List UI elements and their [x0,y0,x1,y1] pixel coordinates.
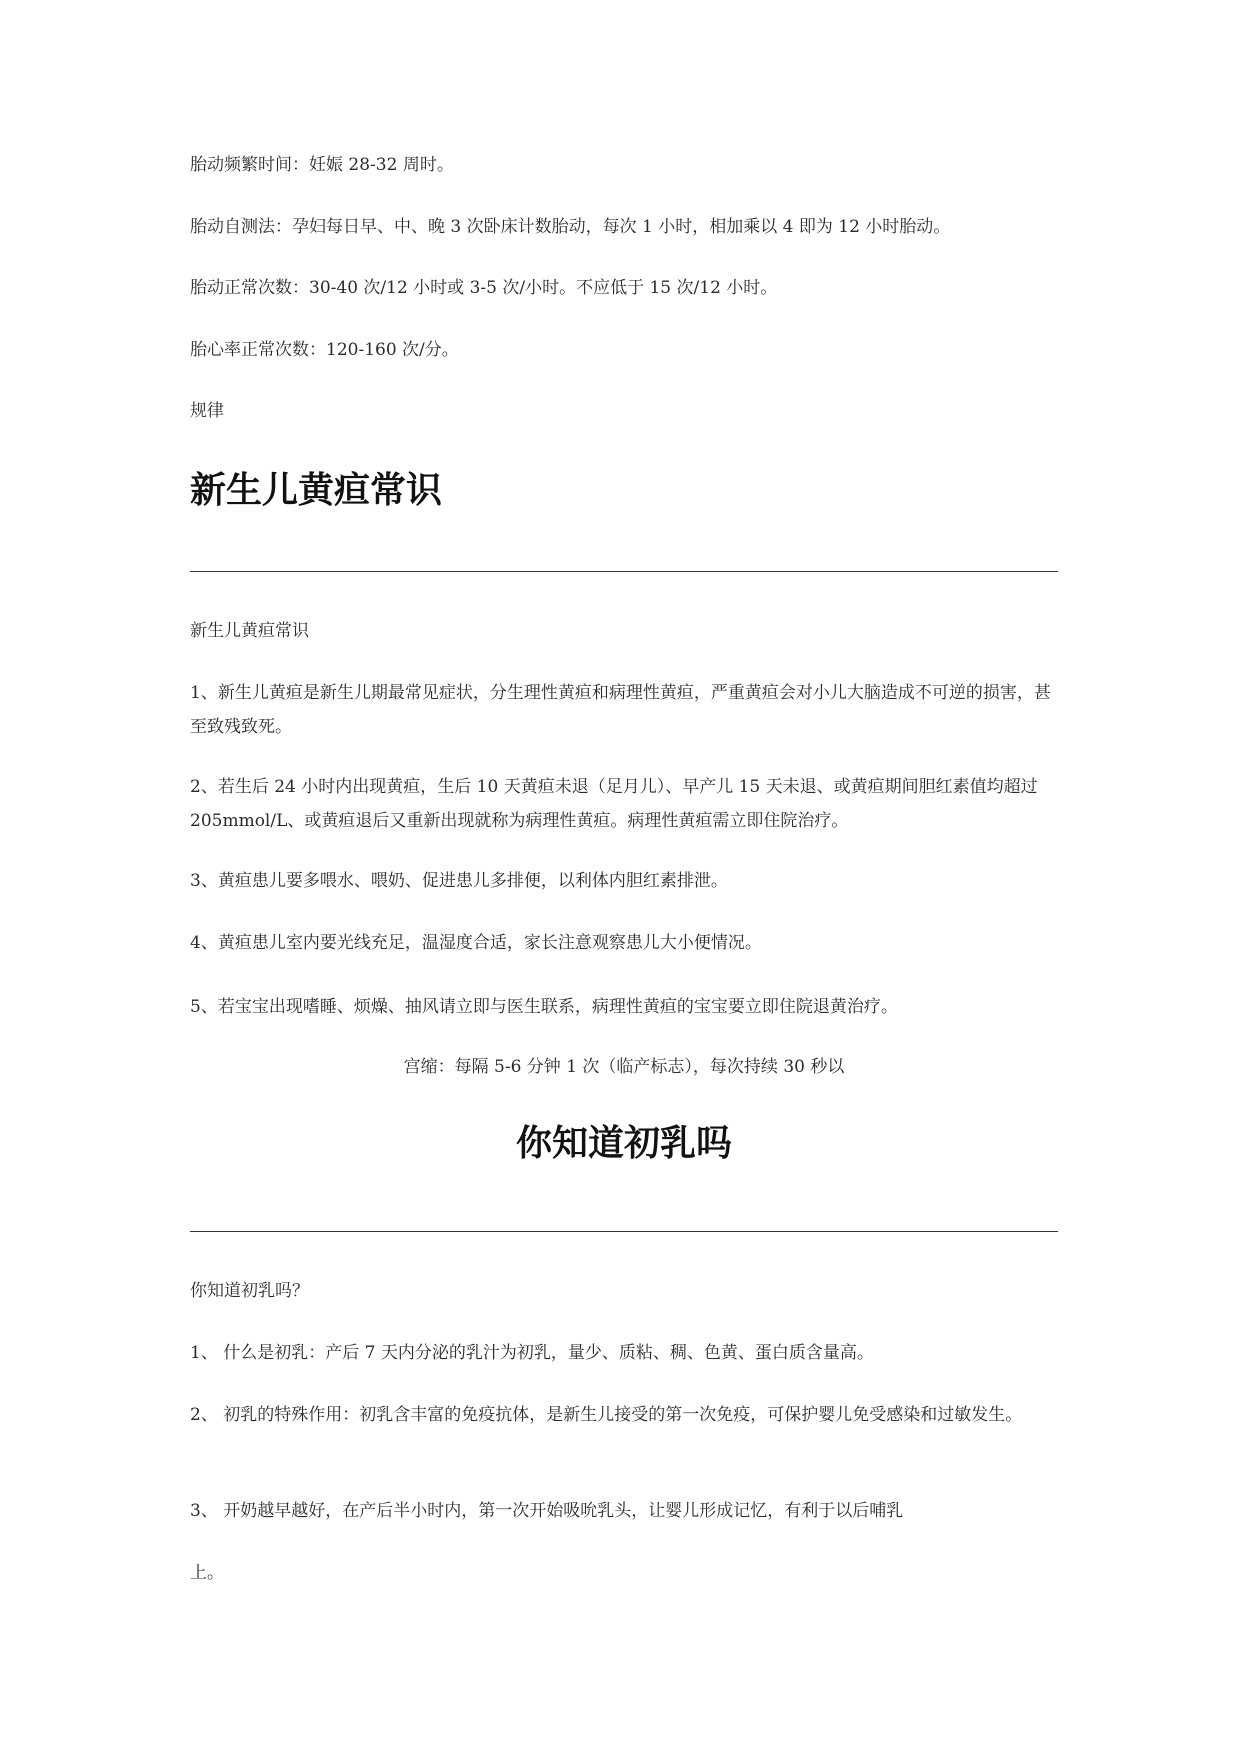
document-page [190,0,1058,1754]
jaundice-item-3: 3、黄疸患儿要多喂水、喂奶、促进患儿多排便，以利体内胆红素排泄。 [190,871,728,891]
colostrum-subtitle: 你知道初乳吗？ [190,1281,309,1301]
jaundice-item-4: 4、黄疸患儿室内要光线充足，温湿度合适，家长注意观察患儿大小便情况。 [190,933,762,953]
jaundice-heading: 新生儿黄疸常识 [190,470,443,511]
fetal-movement-frequent-time: 胎动频繁时间：妊娠 28-32 周时。 [190,155,454,175]
colostrum-item-3: 3、 开奶越早越好，在产后半小时内，第一次开始吸吮乳头，让婴儿形成记忆，有利于以后哺乳 [190,1501,904,1521]
jaundice-divider [190,571,1058,572]
colostrum-item-2: 2、 初乳的特殊作用：初乳含丰富的免疫抗体，是新生儿接受的第一次免疫，可保护婴儿免受感染和过敏发生。 [190,1405,1023,1425]
colostrum-heading: 你知道初乳吗 [515,1123,732,1164]
rule-note: 规律 [190,401,224,421]
colostrum-trailing: 上。 [190,1563,224,1583]
colostrum-item-1: 1、 什么是初乳：产后 7 天内分泌的乳汁为初乳，量少、质粘、稠、色黄、蛋白质含量高。 [190,1343,874,1363]
jaundice-item-1: 1、新生儿黄疸是新生儿期最常见症状，分生理性黄疸和病理性黄疸，严重黄疸会对小儿大脑造成不可逆的损害，甚至致残致死。 [190,683,1051,737]
jaundice-subtitle: 新生儿黄疸常识 [190,621,309,641]
contraction-note: 宫缩：每隔 5-6 分钟 1 次（临产标志），每次持续 30 秒以 [403,1057,845,1077]
fetal-movement-self-test: 胎动自测法：孕妇每日早、中、晚 3 次卧床计数胎动，每次 1 小时，相加乘以 4 即为 12 小时胎动。 [190,217,951,237]
fetal-movement-normal-count: 胎动正常次数：30-40 次/12 小时或 3-5 次/小时。不应低于 15 次/12 小时。 [190,278,778,298]
jaundice-item-2: 2、若生后 24 小时内出现黄疸，生后 10 天黄疸未退（足月儿）、早产儿 15 天未退、或黄疸期间胆红素值均超过 205mmol/L、或黄疸退后又重新出现就称为病理性黄疸。病理性黄疸需立即住院治疗。 [190,777,1038,831]
colostrum-divider [190,1231,1058,1232]
fetal-heart-rate-normal: 胎心率正常次数：120-160 次/分。 [190,340,459,360]
jaundice-item-5: 5、若宝宝出现嗜睡、烦燥、抽风请立即与医生联系，病理性黄疸的宝宝要立即住院退黄治疗。 [190,997,898,1017]
